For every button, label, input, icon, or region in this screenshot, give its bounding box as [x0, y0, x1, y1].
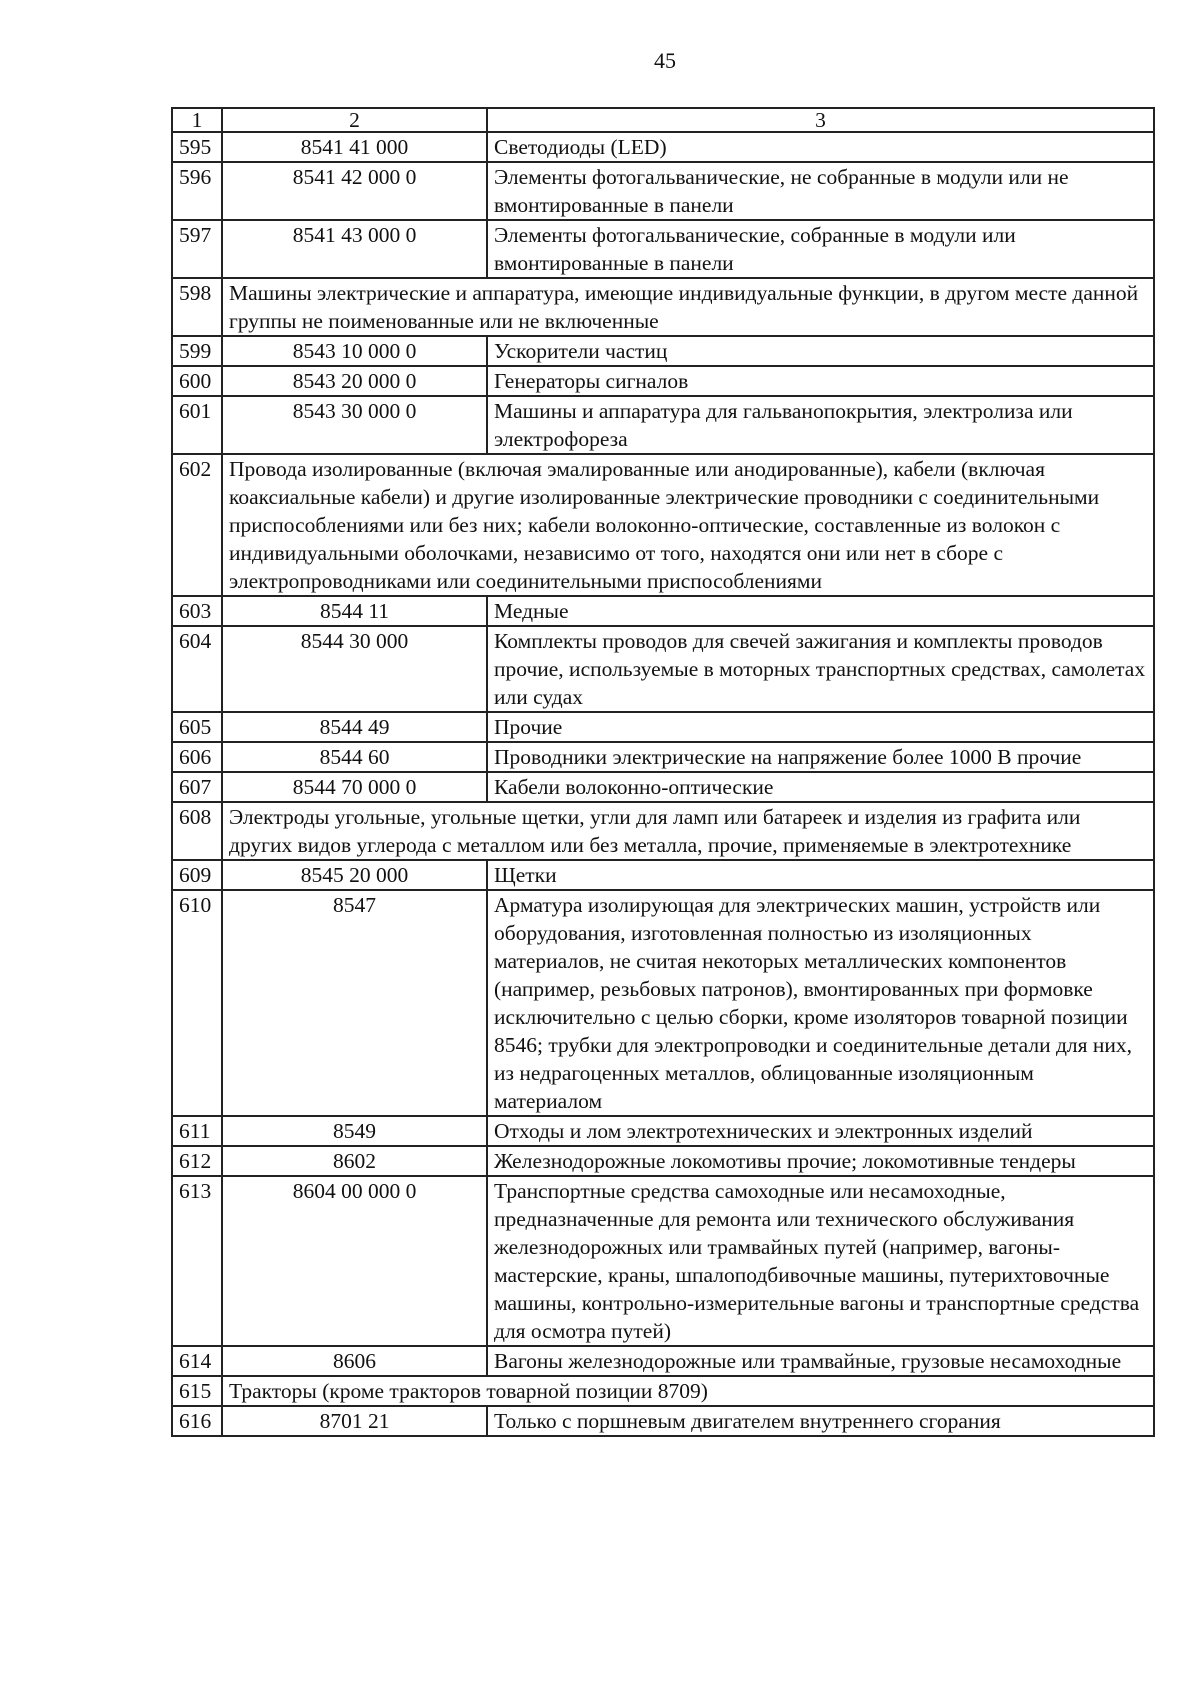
row-number: 603 [172, 596, 222, 626]
tnved-code: 8541 43 000 0 [222, 220, 487, 278]
item-description: Транспортные средства самоходные или несамоходные, предназначенные для ремонта или технического обслуживания железнодорожных или трамвайных путей (например, вагоны-мастерские, краны, шпалоподбивочные машины, путерихтовочные машины, контрольно-измерительные вагоны и транспортные средства для осмотра путей) [487, 1176, 1154, 1346]
group-heading: Провода изолированные (включая эмалированные или анодированные), кабели (включая коаксиальные кабели) и другие изолированные электрические проводники с соединительными приспособлениями или без них; кабели волоконно-оптические, составленные из волокон с индивидуальными оболочками, независимо от того, находятся они или нет в сборе с электропроводниками или соединительными приспособлениями [222, 454, 1154, 596]
tnved-code: 8544 60 [222, 742, 487, 772]
item-description: Медные [487, 596, 1154, 626]
table-row [172, 220, 1154, 278]
tnved-code: 8606 [222, 1346, 487, 1376]
table-row [172, 1346, 1154, 1376]
table-row [172, 772, 1154, 802]
row-number: 611 [172, 1116, 222, 1146]
tnved-code: 8544 70 000 0 [222, 772, 487, 802]
item-description: Щетки [487, 860, 1154, 890]
row-number: 606 [172, 742, 222, 772]
table-row [172, 1116, 1154, 1146]
row-number: 610 [172, 890, 222, 1116]
tariff-table [171, 107, 1155, 1437]
item-description: Отходы и лом электротехнических и электронных изделий [487, 1116, 1154, 1146]
tnved-code: 8543 10 000 0 [222, 336, 487, 366]
table-header-row [172, 108, 1154, 132]
group-heading: Электроды угольные, угольные щетки, угли для ламп или батареек и изделия из графита или других видов углерода с металлом или без металла, прочие, применяемые в электротехнике [222, 802, 1154, 860]
table-row [172, 162, 1154, 220]
item-description: Комплекты проводов для свечей зажигания и комплекты проводов прочие, используемые в моторных транспортных средствах, самолетах или судах [487, 626, 1154, 712]
tnved-code: 8701 21 [222, 1406, 487, 1436]
table-row [172, 890, 1154, 1116]
header-col-1: 1 [172, 108, 222, 132]
table-row [172, 1146, 1154, 1176]
row-number: 615 [172, 1376, 222, 1406]
tnved-code: 8543 30 000 0 [222, 396, 487, 454]
item-description: Элементы фотогальванические, собранные в модули или вмонтированные в панели [487, 220, 1154, 278]
tnved-code: 8544 30 000 [222, 626, 487, 712]
table-row [172, 1376, 1154, 1406]
row-number: 614 [172, 1346, 222, 1376]
table-row [172, 366, 1154, 396]
row-number: 605 [172, 712, 222, 742]
tnved-code: 8602 [222, 1146, 487, 1176]
table-row [172, 712, 1154, 742]
item-description: Вагоны железнодорожные или трамвайные, грузовые несамоходные [487, 1346, 1154, 1376]
group-heading: Машины электрические и аппаратура, имеющие индивидуальные функции, в другом месте данной группы не поименованные или не включенные [222, 278, 1154, 336]
table-row [172, 742, 1154, 772]
row-number: 608 [172, 802, 222, 860]
item-description: Железнодорожные локомотивы прочие; локомотивные тендеры [487, 1146, 1154, 1176]
tnved-code: 8541 42 000 0 [222, 162, 487, 220]
tnved-code: 8604 00 000 0 [222, 1176, 487, 1346]
tnved-code: 8543 20 000 0 [222, 366, 487, 396]
row-number: 599 [172, 336, 222, 366]
tnved-code: 8544 49 [222, 712, 487, 742]
item-description: Только с поршневым двигателем внутреннего сгорания [487, 1406, 1154, 1436]
item-description: Светодиоды (LED) [487, 132, 1154, 162]
tnved-code: 8549 [222, 1116, 487, 1146]
item-description: Генераторы сигналов [487, 366, 1154, 396]
row-number: 612 [172, 1146, 222, 1176]
row-number: 596 [172, 162, 222, 220]
tnved-code: 8541 41 000 [222, 132, 487, 162]
tnved-code: 8545 20 000 [222, 860, 487, 890]
row-number: 597 [172, 220, 222, 278]
table-row [172, 132, 1154, 162]
row-number: 607 [172, 772, 222, 802]
table-row [172, 802, 1154, 860]
table-row [172, 1406, 1154, 1436]
item-description: Прочие [487, 712, 1154, 742]
row-number: 598 [172, 278, 222, 336]
table-row [172, 278, 1154, 336]
row-number: 595 [172, 132, 222, 162]
table-row [172, 860, 1154, 890]
table-row [172, 336, 1154, 366]
row-number: 600 [172, 366, 222, 396]
row-number: 604 [172, 626, 222, 712]
row-number: 601 [172, 396, 222, 454]
header-col-3: 3 [487, 108, 1154, 132]
item-description: Машины и аппаратура для гальванопокрытия, электролиза или электрофореза [487, 396, 1154, 454]
tnved-code: 8547 [222, 890, 487, 1116]
table-row [172, 626, 1154, 712]
header-col-2: 2 [222, 108, 487, 132]
table-row [172, 396, 1154, 454]
row-number: 609 [172, 860, 222, 890]
row-number: 616 [172, 1406, 222, 1436]
item-description: Кабели волоконно-оптические [487, 772, 1154, 802]
table-row [172, 454, 1154, 596]
item-description: Ускорители частиц [487, 336, 1154, 366]
row-number: 602 [172, 454, 222, 596]
page-number: 45 [654, 48, 676, 73]
group-heading: Тракторы (кроме тракторов товарной позиции 8709) [222, 1376, 1154, 1406]
table-row [172, 596, 1154, 626]
table-row [172, 1176, 1154, 1346]
row-number: 613 [172, 1176, 222, 1346]
item-description: Арматура изолирующая для электрических машин, устройств или оборудования, изготовленная полностью из изоляционных материалов, не считая некоторых металлических компонентов (например, резьбовых патронов), вмонтированных при формовке исключительно с целью сборки, кроме изоляторов товарной позиции 8546; трубки для электропроводки и соединительные детали для них, из недрагоценных металлов, облицованные изоляционным материалом [487, 890, 1154, 1116]
item-description: Элементы фотогальванические, не собранные в модули или не вмонтированные в панели [487, 162, 1154, 220]
item-description: Проводники электрические на напряжение более 1000 В прочие [487, 742, 1154, 772]
tnved-code: 8544 11 [222, 596, 487, 626]
